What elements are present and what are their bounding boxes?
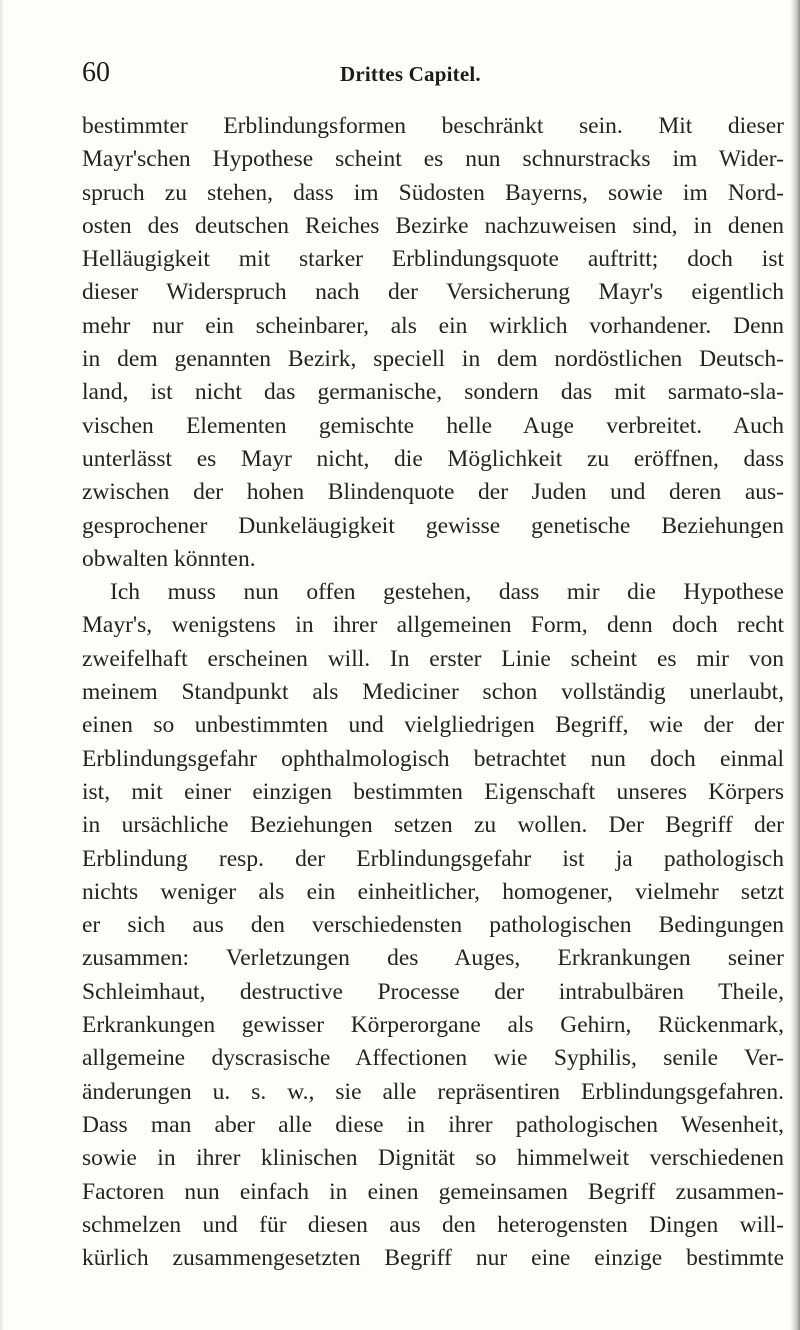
text-line: nichts weniger als ein einheitlicher, homogener, vielmehr setzt [82,878,784,905]
text-line: Mayr'schen Hypothese scheint es nun schnurstracks im Wider- [82,146,784,173]
text-line: allgemeine dyscrasische Affectionen wie Syphilis, senile Ver- [82,1045,784,1072]
text-line: Mayr's, wenigstens in ihrer allgemeinen Form, denn doch recht [82,612,784,639]
text-line: ist, mit einer einzigen bestimmten Eigenschaft unseres Körpers [82,778,784,805]
text-line: dieser Widerspruch nach der Versicherung Mayr's eigentlich [82,279,784,306]
text-line: schmelzen und für diesen aus den heterogensten Dingen will- [82,1211,784,1238]
text-line: in dem genannten Bezirk, speciell in dem nordöstlichen Deutsch- [82,346,784,373]
text-line: bestimmter Erblindungsformen beschränkt sein. Mit dieser [82,113,784,139]
text-line: Schleimhaut, destructive Processe der intrabulbären Theile, [82,978,784,1005]
text-line: Erblindung resp. der Erblindungsgefahr ist ja pathologisch [82,845,784,872]
text-line: in ursächliche Beziehungen setzen zu wollen. Der Begriff der [82,812,784,839]
text-line: zwischen der hohen Blindenquote der Juden und deren aus- [82,479,784,506]
text-line: unterlässt es Mayr nicht, die Möglichkeit zu eröffnen, dass [82,445,784,472]
text-line: land, ist nicht das germanische, sondern das mit sarmato-sla- [82,379,784,406]
text-line: einen so unbestimmten und vielgliedrigen Begriff, wie der der [82,712,784,739]
text-line: zusammen: Verletzungen des Auges, Erkrankungen seiner [82,945,784,972]
paragraph-start-line: Ich muss nun offen gestehen, dass mir die Hypothese [110,579,784,606]
text-line: vischen Elementen gemischte helle Auge verbreitet. Auch [82,412,784,439]
page-right-edge-shadow [790,0,800,1330]
text-line: meinem Standpunkt als Mediciner schon vollständig unerlaubt, [82,679,784,706]
text-line: kürlich zusammengesetzten Begriff nur eine einzige bestimmte [82,1245,784,1272]
chapter-title: Drittes Capitel. [340,62,481,86]
text-line: gesprochener Dunkeläugigkeit gewisse genetische Beziehungen [82,512,784,539]
text-line: Erkrankungen gewisser Körperorgane als Gehirn, Rückenmark, [82,1012,784,1039]
text-line: zweifelhaft erscheinen will. In erster Linie scheint es mir von [82,645,784,672]
text-line: Helläugigkeit mit starker Erblindungsquote auftritt; doch ist [82,246,784,273]
text-line: sowie in ihrer klinischen Dignität so himmelweit verschiedenen [82,1145,784,1172]
text-line: änderungen u. s. w., sie alle repräsentiren Erblindungsgefahren. [82,1078,784,1105]
page-number: 60 [82,57,110,88]
text-line: spruch zu stehen, dass im Südosten Bayerns, sowie im Nord- [82,179,784,206]
text-line: mehr nur ein scheinbarer, als ein wirklich vorhandener. Denn [82,312,784,339]
page-left-edge [0,0,4,1330]
text-line: Factoren nun einfach in einen gemeinsamen Begriff zusammen- [82,1178,784,1205]
text-line: osten des deutschen Reiches Bezirke nachzuweisen sind, in denen [82,212,784,239]
text-line: Erblindungsgefahr ophthalmologisch betrachtet nun doch einmal [82,745,784,772]
text-line: er sich aus den verschiedensten pathologischen Bedingungen [82,912,784,939]
body-text [82,110,784,1275]
text-line: Dass man aber alle diese in ihrer pathologischen Wesenheit, [82,1111,784,1138]
running-head [82,53,782,93]
paragraph-end-line: obwalten könnten. [82,545,256,572]
